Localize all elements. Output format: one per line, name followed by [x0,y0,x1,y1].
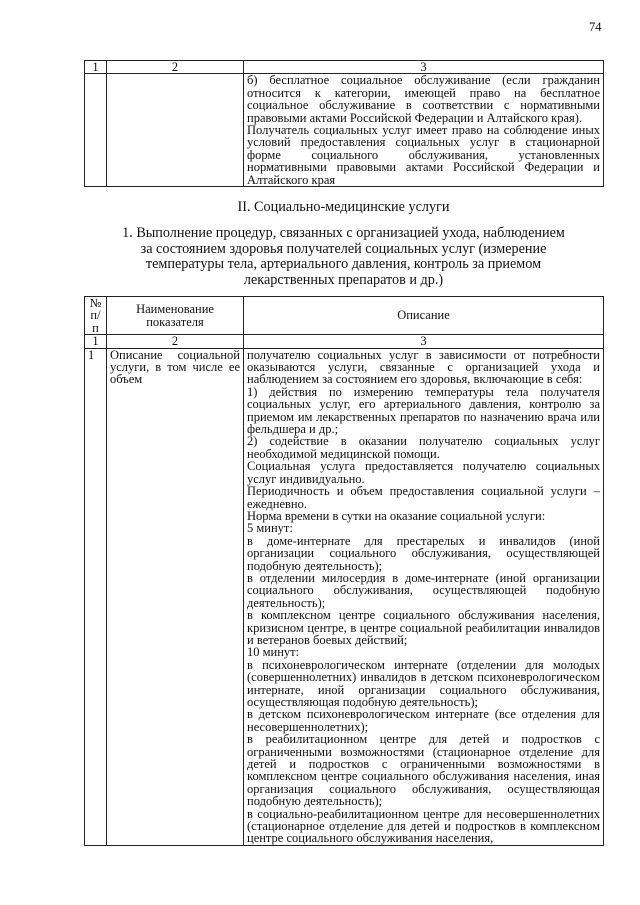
continuation-table [84,60,604,187]
col-number-2: 2 [107,335,244,348]
col-number-1: 1 [85,335,107,348]
header-description: Описание [244,297,604,335]
paragraph: получателю социальных услуг в зависимости от потребности оказываются услуги, связанные с организацией ухода и наблюдением за состоянием его здоровья, включающие в себя: [247,347,600,387]
column-number-row [85,335,604,348]
col-number-3: 3 [244,61,604,74]
subsection-heading: 1. Выполнение процедур, связанных с организацией ухода, наблюдением за состоянием здоровья получателей социальных услуг (измерение температуры тела, артериального давления, контроль за приемом лекарственных препаратов и др.) [122,225,565,288]
row-number: 1 [85,348,107,845]
cell-empty [85,74,107,187]
paragraph: в доме-интернате для престарелых и инвалидов (иной организации социального обслуживания, осуществляющей подобную деятельность); [247,533,600,573]
paragraph: в социально-реабилитационном центре для несовершеннолетних (стационарное отделение для детей и подростков в комплексном центре социального обслуживания населения, [247,806,600,846]
paragraph: 2) содействие в оказании получателю социальных услуг необходимой медицинской помощи. [247,434,600,461]
description-cell [244,348,604,845]
paragraph: в реабилитационном центре для детей и подростков с ограниченными возможностями (стационарное отделение для детей и подростков с ограниченными возможностями в комплексном центре социального обслуживания населения, иная организация социального обслуживания, осуществляющая подобную деятельность); [247,732,600,809]
cell-empty [107,74,244,187]
table-row [85,74,604,187]
paragraph: в психоневрологическом интернате (отделении для молодых (совершеннолетних) инвалидов в детском психоневрологическом интернате, иной организации социального обслуживания, осуществляющая подобную деятельность); [247,657,600,709]
paragraph: в детском психоневрологическом интернате (все отделения для несовершеннолетних); [247,707,600,734]
description-cell [244,74,604,187]
paragraph: Норма времени в сутки на оказание социальной услуги: [247,508,546,523]
row-name: Описание социальной услуги, в том числе ее объем [107,348,244,845]
paragraph: 1) действия по измерению температуры тела получателя социальных услуг, его артериального давления, контролю за приемом им лекарственных препаратов по назначению врача или фельдшера и др.; [247,384,600,437]
service-table [84,296,604,846]
header-name: Наименование показателя [107,297,244,335]
paragraph: б) бесплатное социальное обслуживание (если гражданин относится к категории, имеющей право на бесплатное социальное обслуживание в соответствии с нормативными правовыми актами Российской Федерации и Алтайского края). [247,73,600,125]
col-number-1: 1 [85,61,107,74]
col-number-3: 3 [244,335,604,348]
table-header-row [85,61,604,74]
paragraph: Получатель социальных услуг имеет право на соблюдение иных условий предоставления социальных услуг в стационарной форме социального обслуживания, установленных нормативными правовыми актами Российской Федерации и Алтайского края [247,123,600,187]
col-number-2: 2 [107,61,244,74]
paragraph: в отделении милосердия в доме-интернате (иной организации социального обслуживания, осуществляющей подобную деятельность); [247,570,600,610]
section-heading: II. Социально-медицинские услуги [237,199,450,215]
table-row [85,348,604,845]
table-header-row [85,297,604,335]
paragraph: Периодичность и объем предоставления социальной услуги – ежедневно. [247,484,600,511]
paragraph: в комплексном центре социального обслуживания населения, кризисном центре, в центре социальной реабилитации инвалидов и ветеранов боевых действий; [247,608,600,647]
header-number: № п/п [85,297,107,335]
paragraph: 10 минут: [247,645,300,660]
page-number: 74 [589,20,602,34]
paragraph: 5 минут: [247,521,293,536]
paragraph: Социальная услуга предоставляется получателю социальных услуг индивидуально. [247,459,600,486]
